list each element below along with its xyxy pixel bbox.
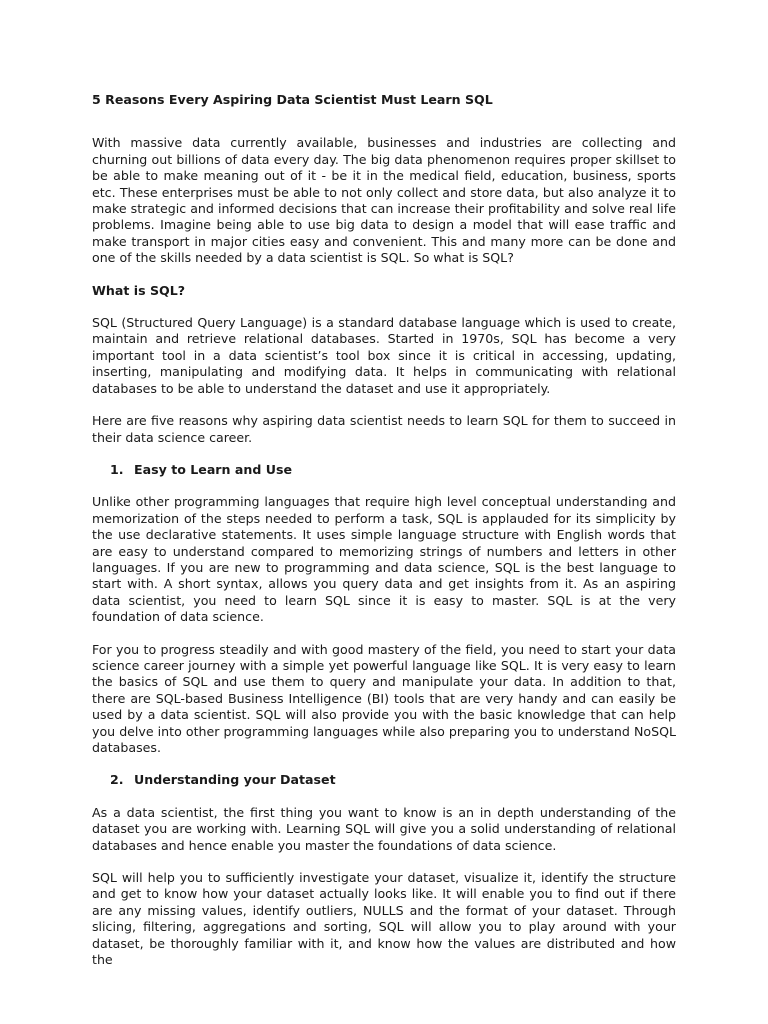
section-2-title: Understanding your Dataset [134,772,336,788]
section-1-paragraph-1: Unlike other programming languages that require high level conceptual understanding and memorization of the steps needed to perform a task, SQL is applauded for its simplicity by the use declarative statements. It uses simple language structure with English words that are easy to understand compared to memorizing strings of numbers and letters in other languages. If you are new to programming and data science, SQL is the best language to start with. A short syntax, allows you query data and get insights from it. As an aspiring data scientist, you need to learn SQL since it is easy to master. SQL is at the very foundation of data science. [92,494,676,625]
intro-paragraph: With massive data currently available, businesses and industries are collecting and churning out billions of data every day. The big data phenomenon requires proper skillset to be able to make meaning out of it - be it in the medical field, education, business, sports etc. These enterprises must be able to not only collect and store data, but also analyze it to make strategic and informed decisions that can increase their profitability and solve real life problems. Imagine being able to use big data to design a model that will ease traffic and make transport in major cities easy and convenient. This and many more can be done and one of the skills needed by a data scientist is SQL. So what is SQL? [92,135,676,266]
section-1-number: 1. [110,461,124,477]
section-2-heading [92,772,676,788]
section-1-title: Easy to Learn and Use [134,461,292,477]
section-1-heading [92,462,676,478]
what-is-sql-heading: What is SQL? [92,282,186,298]
section-1-paragraph-2: For you to progress steadily and with good mastery of the field, you need to start your data science career journey with a simple yet powerful language like SQL. It is very easy to learn the basics of SQL and use them to query and manipulate your data. In addition to that, there are SQL-based Business Intelligence (BI) tools that are very handy and can easily be used by a data scientist. SQL will also provide you with the basic knowledge that can help you delve into other programming languages while also preparing you to understand NoSQL databases. [92,641,676,755]
section-2-paragraph-2: SQL will help you to sufficiently investigate your dataset, visualize it, identify the structure and get to know how your dataset actually looks like. It will enable you to find out if there are any missing values, identify outliers, NULLS and the format of your dataset. Through slicing, filtering, aggregations and sorting, SQL will allow you to play around with your dataset, be thoroughly familiar with it, and know how the values are distributed and how the [92,870,676,968]
reasons-intro-paragraph: Here are five reasons why aspiring data scientist needs to learn SQL for them to succeed in their data science career. [92,413,676,445]
what-is-sql-paragraph: SQL (Structured Query Language) is a standard database language which is used to create, maintain and retrieve relational databases. Started in 1970s, SQL has become a very important tool in a data scientist’s tool box since it is critical in accessing, updating, inserting, manipulating and modifying data. It helps in communicating with relational databases to be able to understand the dataset and use it appropriately. [92,315,676,396]
section-2-paragraph-1: As a data scientist, the first thing you want to know is an in depth understanding of the dataset you are working with. Learning SQL will give you a solid understanding of relational databases and hence enable you master the foundations of data science. [92,804,676,853]
section-2-number: 2. [110,772,124,788]
document-title: 5 Reasons Every Aspiring Data Scientist Must Learn SQL [92,92,493,107]
